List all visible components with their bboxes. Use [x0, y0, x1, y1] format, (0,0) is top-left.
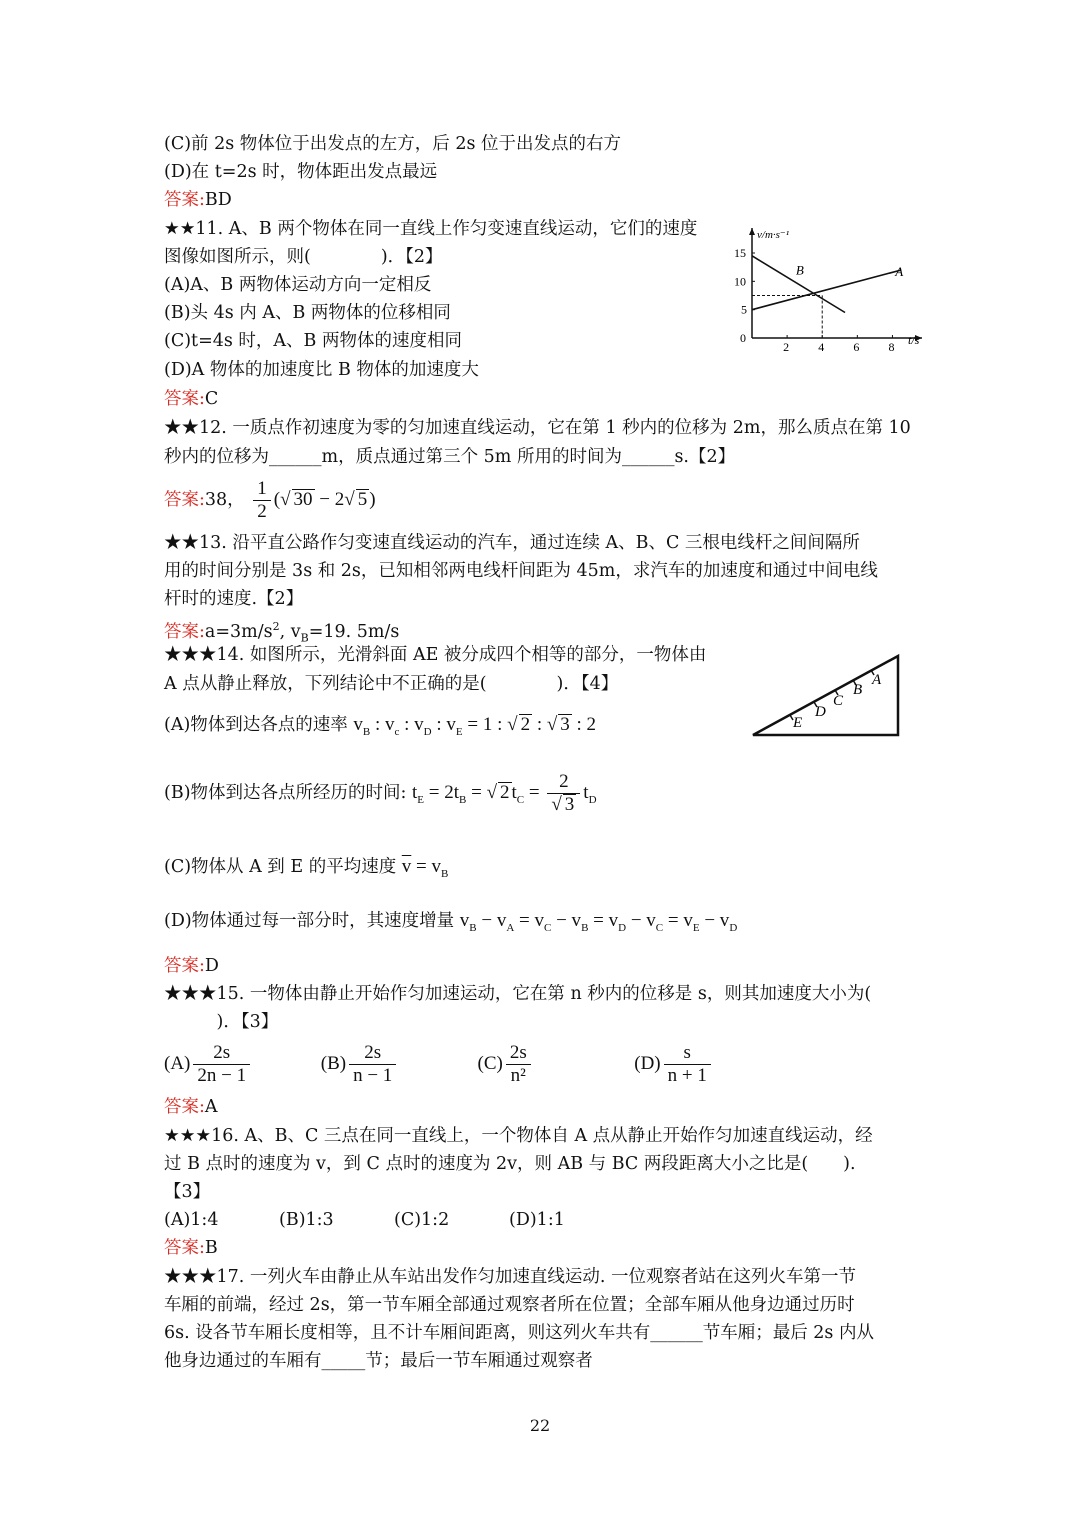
opt-label: (C) [477, 1053, 503, 1074]
paren-open: ( [273, 488, 281, 510]
minus-two: − 2 [314, 488, 345, 510]
question-17-line3: 6s. 设各节车厢长度相等，且不计车厢间距离，则这列火车共有______节车厢；最后 2s 内从 [164, 1323, 874, 1343]
q15-option-d [634, 1038, 714, 1090]
option-c-math: $\overline{v} = v_B$ [401, 856, 449, 880]
q16-option-a: (A)1:4 [164, 1210, 219, 1230]
answer-value: C [204, 389, 219, 409]
question-16-line3: 【3】 [164, 1182, 211, 1202]
paren-close: ) [369, 488, 376, 510]
option-a-math: $v_B$ : $v_c$ : $v_D$ : $v_E = 1$ : √ 2 : √ 3 : 2 [353, 714, 597, 738]
answer-13-a: a=3m/s [204, 621, 273, 642]
question-14-line1: ★★★14. 如图所示，光滑斜面 AE 被分成四个相等的部分，一物体由 [164, 645, 707, 665]
answer-q14 [164, 952, 219, 980]
answer-q11 [164, 385, 218, 413]
question-16-line2: 过 B 点时的速度为 v，到 C 点时的速度为 2v，则 AB 与 BC 两段距离大小之比是( ). [164, 1154, 856, 1174]
answer-label: 答案: [164, 1097, 205, 1117]
x-tick-label: 2 [783, 340, 790, 354]
q16-option-d: (D)1:1 [509, 1210, 565, 1230]
question-13-line1: ★★13. 沿平直公路作匀变速直线运动的汽车，通过连续 A、B、C 三根电线杆之间间隔所 [164, 533, 860, 553]
page-number: 22 [529, 1416, 551, 1435]
answer-13-sub: B [300, 631, 309, 645]
opt-num: 2s [506, 1042, 531, 1065]
answer-label: 答案: [164, 389, 205, 409]
opt-den: n² [510, 1065, 526, 1087]
sqrt-30: 30 [293, 488, 313, 510]
answer-value: B [204, 1238, 218, 1258]
incline-triangle [753, 656, 898, 735]
origin-label: 0 [740, 331, 746, 345]
question-12-line2: 秒内的位移为______m，质点通过第三个 5m 所用的时间为______s.【2】 [164, 447, 736, 467]
answer-value: D [204, 956, 219, 976]
question-14-option-c [164, 853, 448, 888]
option-d-text: (D)物体通过每一部分时，其速度增量 [164, 911, 455, 931]
q16-option-b: (B)1:3 [279, 1210, 334, 1230]
answer-value: A [204, 1097, 218, 1117]
answer-q12 [164, 478, 376, 523]
question-12-line1: ★★12. 一质点作初速度为零的匀加速直线运动，它在第 1 秒内的位移为 2m，那么质点在第 10 [164, 418, 911, 438]
option-a-text: (A)物体到达各点的速率 [164, 715, 348, 735]
question-17-line1: ★★★17. 一列火车由静止从车站出发作匀加速直线运动. 一位观察者站在这列火车第一节 [164, 1267, 857, 1287]
answer-label: 答案: [164, 621, 205, 642]
opt-num: 2s [193, 1042, 250, 1065]
answer-q10 [164, 186, 232, 214]
frac-numerator: 1 [253, 478, 271, 501]
y-tick-label: 15 [734, 246, 746, 260]
incline-label-c: C [833, 693, 844, 709]
y-tick-label: 5 [741, 302, 747, 317]
opt-label: (B) [320, 1053, 347, 1074]
series-line-a [752, 270, 901, 310]
x-tick-label: 4 [818, 340, 825, 354]
answer-label: 答案: [164, 190, 205, 210]
question-14-line2: A 点从静止释放，下列结论中不正确的是( )．【4】 [164, 674, 619, 694]
x-tick-label: 8 [888, 340, 895, 354]
opt-num: s [664, 1042, 711, 1065]
y-axis-label: v/m·s⁻¹ [757, 229, 790, 241]
answer-label: 答案: [164, 489, 205, 510]
question-15-options [164, 1038, 714, 1090]
opt-num: 2s [349, 1042, 396, 1065]
question-11-option-a: (A)A、B 两物体运动方向一定相反 [164, 275, 432, 295]
opt-den: n + 1 [667, 1065, 707, 1087]
series-label-b: B [795, 262, 804, 278]
answer-value: BD [204, 190, 232, 210]
question-15-line2: )．【3】 [164, 1012, 279, 1032]
incline-label-b: B [853, 682, 863, 698]
question-11-line2: 图像如图所示，则( )．【2】 [164, 247, 443, 267]
answer-q15 [164, 1093, 218, 1121]
option-b-text: (B)物体到达各点所经历的时间: [164, 783, 407, 803]
answer-label: 答案: [164, 956, 205, 976]
chart-axes [740, 228, 922, 347]
velocity-time-chart [728, 222, 928, 357]
opt-den: 2n − 1 [197, 1065, 247, 1087]
q15-option-c [478, 1038, 630, 1090]
question-14-option-b [164, 768, 597, 825]
answer-13-vb: , v [279, 621, 301, 642]
incline-label-e: E [793, 715, 803, 731]
q15-option-b [321, 1038, 473, 1090]
opt-den: n − 1 [353, 1065, 393, 1087]
question-11-title: ★★11. A、B 两个物体在同一直线上作匀变速直线运动，它们的速度 [164, 219, 698, 239]
question-17-line2: 车厢的前端，经过 2s，第一节车厢全部通过观察者所在位置；全部车厢从他身边通过历时 [164, 1295, 855, 1315]
question-13-line2: 用的时间分别是 3s 和 2s，已知相邻两电线杆间距为 45m，求汽车的加速度和通过中间电线 [164, 561, 878, 581]
series-label-a: A [895, 264, 904, 279]
incline-diagram [748, 650, 908, 742]
question-13-line3: 杆时的速度.【2】 [164, 589, 304, 609]
question-15-line1: ★★★15. 一物体由静止开始作匀加速运动，它在第 n 秒内的位移是 s，则其加速度大小为( [164, 984, 872, 1004]
question-14-option-d [164, 907, 737, 942]
q15-option-a [164, 1038, 316, 1090]
chart-series [752, 256, 903, 313]
question-14-option-a [164, 711, 596, 746]
question-11-option-b: (B)头 4s 内 A、B 两物体的位移相同 [164, 303, 451, 323]
answer-12-expression: $\frac{1}{2}$ (√ 30 − 2√ 5 ) [250, 489, 375, 510]
option-c-text: (C)物体从 A 到 E 的平均速度 [164, 857, 397, 877]
sqrt-5: 5 [357, 488, 368, 510]
question-16-line1: ★★★16. A、B、C 三点在同一直线上，一个物体自 A 点从静止开始作匀加速直线运动，经 [164, 1126, 873, 1146]
option-c-q10: (C)前 2s 物体位于出发点的左方，后 2s 位于出发点的右方 [164, 134, 622, 154]
question-11-option-d: (D)A 物体的加速度比 B 物体的加速度大 [164, 360, 479, 380]
question-16-options [164, 1206, 565, 1234]
q16-option-c: (C)1:2 [394, 1210, 450, 1230]
x-tick-label: 6 [853, 340, 860, 354]
frac-denominator: 2 [257, 501, 267, 522]
y-tick-label: 10 [734, 274, 746, 289]
question-11-option-c: (C)t=4s 时，A、B 两物体的速度相同 [164, 331, 462, 351]
answer-q16 [164, 1234, 218, 1262]
option-b-math: $t_E = 2t_B$ = √ 2 $t_C$ = $\frac{2}{√ 3}$ $t_D$ [412, 771, 597, 816]
answer-label: 答案: [164, 1238, 205, 1258]
x-axis-label: t/s [908, 333, 920, 347]
option-d-q10: (D)在 t=2s 时，物体距出发点最远 [164, 162, 438, 182]
answer-13-sup: 2 [272, 620, 280, 633]
opt-label: (A) [164, 1053, 191, 1074]
question-17-line4: 他身边通过的车厢有_____节；最后一节车厢通过观察者 [164, 1351, 593, 1371]
chart-guides [752, 296, 822, 339]
answer-13-rest: =19. 5m/s [308, 621, 400, 642]
opt-label: (D) [634, 1053, 661, 1074]
incline-label-d: D [815, 704, 826, 720]
incline-label-a: A [872, 672, 882, 688]
answer-value: 38， [204, 489, 245, 510]
option-d-math: $v_B - v_A = v_C - v_B = v_D - v_C = v_E - v_D$ [459, 910, 738, 934]
y-axis-arrow [749, 228, 755, 235]
